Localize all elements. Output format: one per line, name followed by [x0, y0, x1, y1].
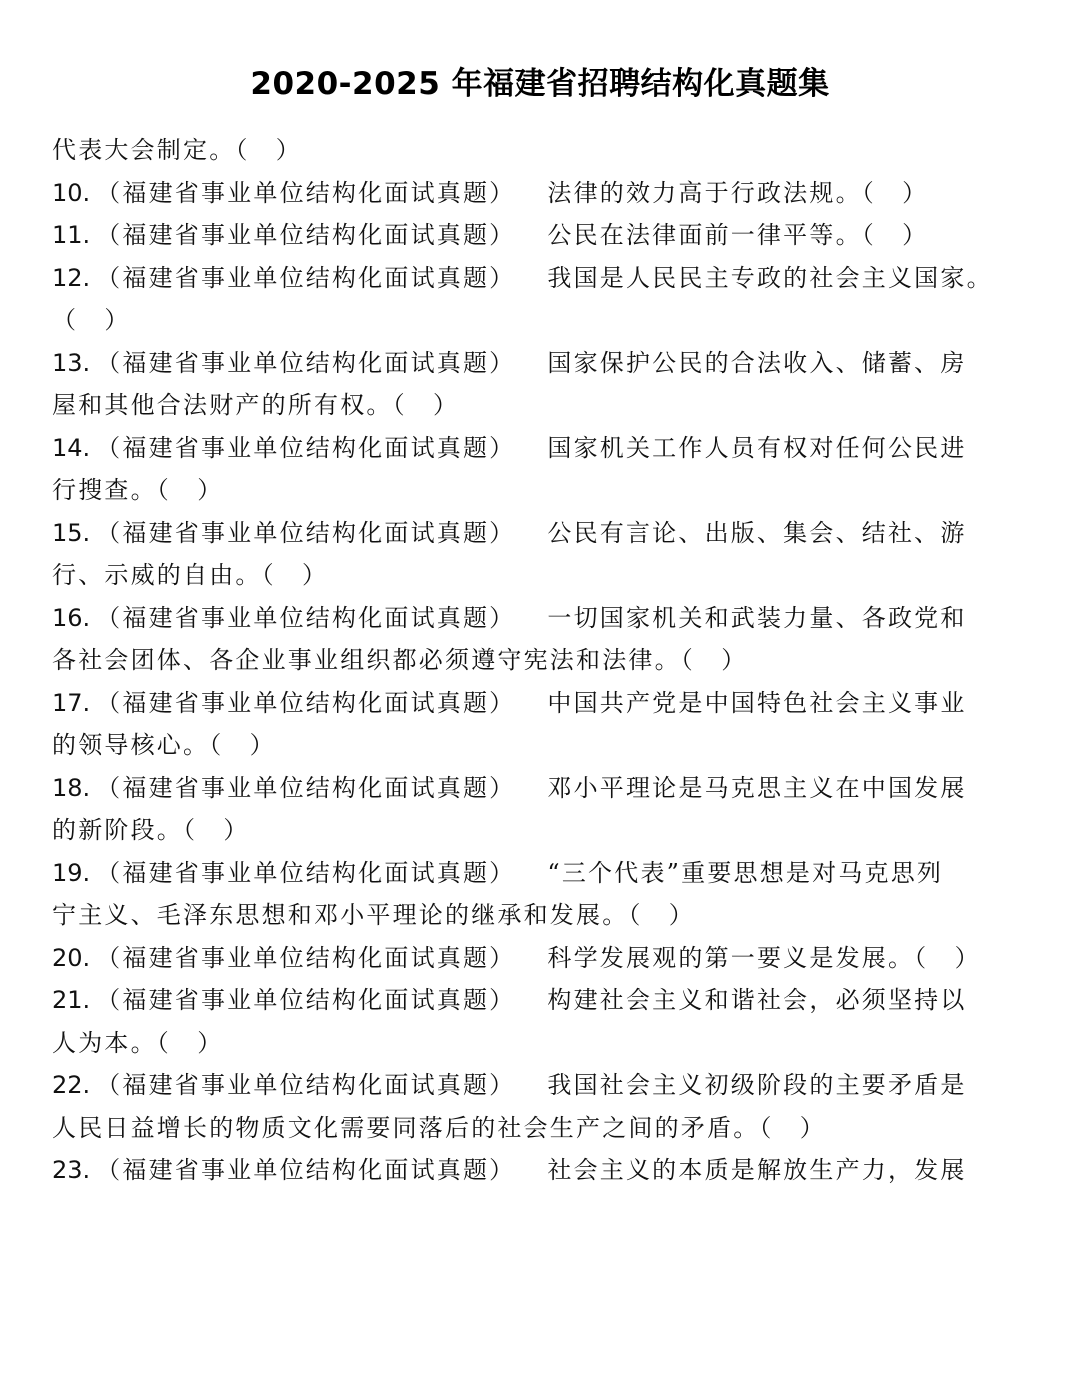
question-item	[52, 979, 1057, 1064]
question-source: （福建省事业单位结构化面试真题）	[96, 943, 516, 972]
question-line-1	[52, 597, 1057, 640]
question-item	[52, 342, 1057, 427]
question-item	[52, 172, 1057, 215]
question-number: 22.	[52, 1071, 91, 1099]
question-source: （福建省事业单位结构化面试真题）	[96, 1071, 516, 1099]
question-line-1	[52, 214, 1057, 257]
question-number: 16.	[52, 603, 91, 632]
question-line-2: 的领导核心。（ ）	[52, 731, 276, 759]
question-source: （福建省事业单位结构化面试真题）	[96, 348, 516, 377]
question-text: 国家保护公民的合法收入、储蓄、房	[547, 348, 967, 377]
question-text: 一切国家机关和武装力量、各政党和	[547, 603, 967, 632]
question-line-2: 各社会团体、各企业事业组织都必须遵守宪法和法律。（ ）	[52, 646, 748, 674]
questions-container	[52, 172, 1057, 1192]
question-item	[52, 214, 1057, 257]
question-text: 科学发展观的第一要义是发展。（ ）	[547, 943, 981, 972]
question-line-2: 行搜查。（ ）	[52, 476, 224, 504]
question-text: 公民在法律面前一律平等。（ ）	[547, 221, 929, 249]
question-source: （福建省事业单位结构化面试真题）	[96, 263, 516, 292]
question-source: （福建省事业单位结构化面试真题）	[96, 518, 516, 547]
question-number: 19.	[52, 858, 91, 887]
question-line-2: 人为本。（ ）	[52, 1028, 224, 1057]
question-number: 18.	[52, 773, 91, 802]
question-item	[52, 512, 1057, 597]
question-number: 17.	[52, 688, 91, 717]
question-number: 15.	[52, 518, 91, 547]
question-number: 12.	[52, 263, 91, 292]
question-text: 社会主义的本质是解放生产力，发展	[547, 1156, 967, 1184]
question-number: 14.	[52, 433, 91, 462]
question-source: （福建省事业单位结构化面试真题）	[96, 221, 516, 249]
question-line-1	[52, 852, 1057, 895]
question-line-2: （ ）	[52, 306, 131, 334]
question-text: 我国社会主义初级阶段的主要矛盾是	[547, 1071, 967, 1099]
question-line-1	[52, 512, 1057, 555]
question-number: 10.	[52, 178, 91, 207]
question-source: （福建省事业单位结构化面试真题）	[96, 433, 516, 462]
question-source: （福建省事业单位结构化面试真题）	[96, 178, 516, 207]
question-item	[52, 852, 1057, 937]
question-text: “三个代表”重要思想是对马克思列	[547, 858, 944, 887]
question-line-1	[52, 1149, 1057, 1192]
question-line-1	[52, 342, 1057, 385]
question-source: （福建省事业单位结构化面试真题）	[96, 858, 516, 887]
question-item	[52, 682, 1057, 767]
question-text: 中国共产党是中国特色社会主义事业	[547, 688, 967, 717]
question-line-1	[52, 682, 1057, 725]
question-item	[52, 767, 1057, 852]
question-line-1	[52, 1064, 1057, 1107]
question-source: （福建省事业单位结构化面试真题）	[96, 603, 516, 632]
question-number: 23.	[52, 1156, 91, 1184]
question-text: 法律的效力高于行政法规。（ ）	[547, 178, 929, 207]
question-source: （福建省事业单位结构化面试真题）	[96, 986, 516, 1014]
question-line-2: 人民日益增长的物质文化需要同落后的社会生产之间的矛盾。（ ）	[52, 1113, 826, 1142]
question-item	[52, 1149, 1057, 1192]
continuation-line: 代表大会制定。（ ）	[52, 136, 302, 164]
question-line-1	[52, 257, 1057, 300]
question-number: 21.	[52, 986, 91, 1014]
question-source: （福建省事业单位结构化面试真题）	[96, 773, 516, 802]
question-number: 13.	[52, 348, 91, 377]
question-line-1	[52, 172, 1057, 215]
question-text: 国家机关工作人员有权对任何公民进	[547, 433, 967, 462]
question-text: 公民有言论、出版、集会、结社、游	[547, 518, 967, 547]
question-line-1	[52, 937, 1057, 980]
question-item	[52, 1064, 1057, 1149]
question-line-1	[52, 767, 1057, 810]
question-item	[52, 937, 1057, 980]
question-text: 构建社会主义和谐社会，必须坚持以	[547, 986, 967, 1014]
question-text: 邓小平理论是马克思主义在中国发展	[547, 773, 967, 802]
question-line-2: 宁主义、毛泽东思想和邓小平理论的继承和发展。（ ）	[52, 901, 695, 929]
question-number: 20.	[52, 943, 91, 972]
question-line-1	[52, 979, 1057, 1022]
question-item	[52, 597, 1057, 682]
page-title: 2020-2025 年福建省招聘结构化真题集	[250, 66, 830, 102]
question-number: 11.	[52, 221, 91, 249]
question-text: 我国是人民民主专政的社会主义国家。	[547, 263, 993, 292]
question-line-2: 行、示威的自由。（ ）	[52, 561, 329, 589]
question-list	[52, 129, 1057, 1192]
question-line-2: 的新阶段。（ ）	[52, 816, 250, 844]
question-item	[52, 257, 1057, 342]
question-source: （福建省事业单位结构化面试真题）	[96, 1156, 516, 1184]
question-line-1	[52, 427, 1057, 470]
question-line-2: 屋和其他合法财产的所有权。（ ）	[52, 391, 460, 419]
question-item	[52, 427, 1057, 512]
question-source: （福建省事业单位结构化面试真题）	[96, 688, 516, 717]
